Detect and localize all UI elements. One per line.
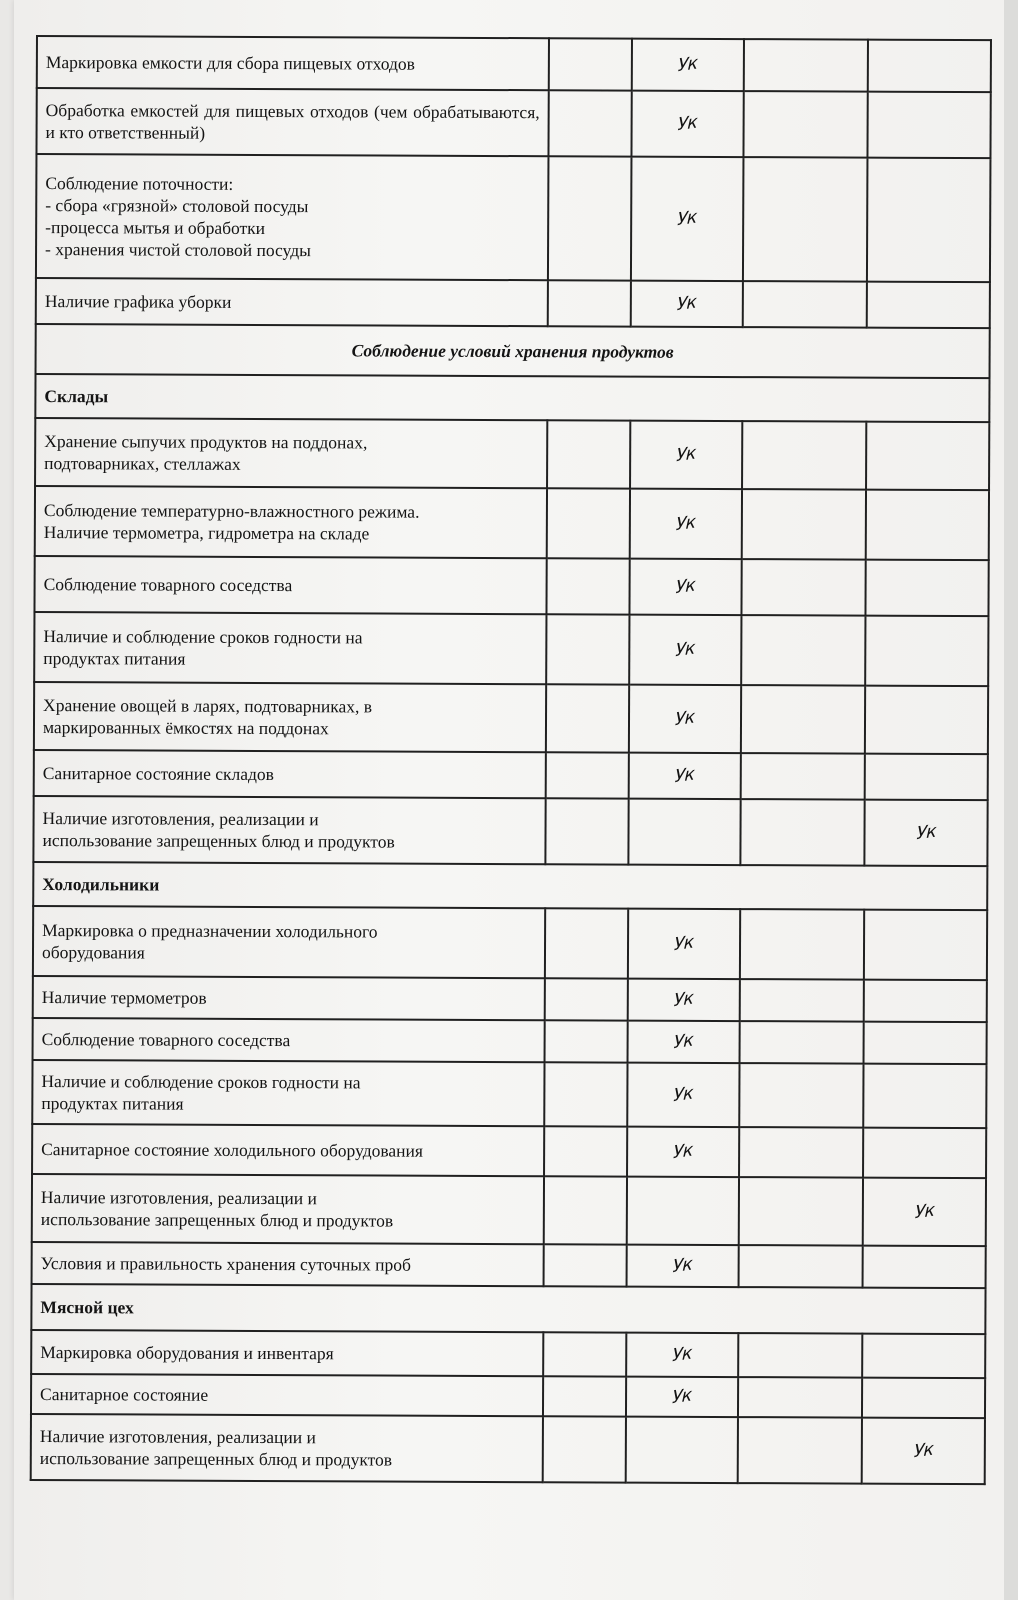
handwritten-mark: Ук bbox=[673, 1030, 694, 1054]
handwritten-mark: Ук bbox=[914, 1200, 935, 1224]
assessment-cell bbox=[738, 1333, 862, 1378]
assessment-cell bbox=[626, 1417, 738, 1483]
assessment-cell bbox=[743, 281, 867, 328]
assessment-cell bbox=[864, 1022, 987, 1065]
assessment-cell bbox=[740, 909, 864, 980]
assessment-cell bbox=[741, 685, 865, 754]
criterion-label: Условия и правильность хранения суточных проб bbox=[32, 1242, 544, 1286]
checklist-row bbox=[32, 1124, 986, 1178]
handwritten-mark: Ук bbox=[674, 764, 695, 788]
assessment-cell bbox=[865, 616, 988, 687]
assessment-cell bbox=[627, 1177, 739, 1245]
subsection-heading: Мясной цех bbox=[31, 1284, 985, 1334]
assessment-cell bbox=[741, 615, 865, 686]
assessment-cell bbox=[631, 91, 743, 157]
handwritten-mark: Ук bbox=[913, 1439, 934, 1463]
assessment-cell bbox=[740, 979, 864, 1022]
checklist-row bbox=[36, 154, 991, 282]
assessment-cell bbox=[862, 1418, 985, 1485]
subsection-heading: Склады bbox=[35, 374, 989, 422]
criterion-label: Маркировка емкости для сбора пищевых отходов bbox=[37, 36, 549, 90]
assessment-cell bbox=[740, 799, 864, 866]
assessment-cell bbox=[738, 1377, 862, 1418]
assessment-cell bbox=[862, 1334, 985, 1379]
criterion-label: Наличие изготовления, реализации и использование запрещенных блюд и продуктов bbox=[33, 796, 545, 864]
subsection-row bbox=[31, 1284, 985, 1334]
checklist-row bbox=[32, 1242, 986, 1288]
assessment-cell bbox=[863, 1178, 986, 1247]
assessment-cell bbox=[867, 282, 990, 329]
assessment-cell bbox=[549, 38, 632, 90]
handwritten-mark: Ук bbox=[916, 821, 936, 845]
handwritten-mark: Ук bbox=[673, 1083, 694, 1107]
handwritten-mark: Ук bbox=[674, 932, 694, 956]
handwritten-mark: Ук bbox=[672, 1343, 693, 1367]
assessment-cell bbox=[545, 798, 628, 864]
assessment-cell bbox=[739, 1063, 863, 1128]
checklist-row bbox=[36, 278, 990, 328]
assessment-cell bbox=[548, 280, 631, 326]
checklist-row bbox=[34, 612, 988, 686]
assessment-cell bbox=[865, 686, 988, 755]
assessment-cell bbox=[628, 979, 740, 1021]
criterion-label: Санитарное состояние bbox=[31, 1374, 543, 1416]
assessment-cell bbox=[544, 1062, 627, 1126]
checklist-row bbox=[32, 1174, 986, 1246]
assessment-cell bbox=[544, 1176, 627, 1244]
handwritten-mark: Ук bbox=[677, 53, 698, 77]
section-row bbox=[36, 324, 990, 378]
criterion-label: Хранение овощей в ларях, подтоварниках, в маркированных ёмкостях на поддонах bbox=[34, 682, 546, 752]
assessment-cell bbox=[866, 490, 989, 561]
assessment-cell bbox=[865, 754, 988, 801]
assessment-cell bbox=[631, 281, 743, 327]
criterion-label: Наличие и соблюдение сроков годности на продуктах питания bbox=[34, 612, 546, 684]
handwritten-mark: Ук bbox=[672, 1254, 693, 1278]
assessment-cell bbox=[545, 908, 628, 978]
assessment-cell bbox=[544, 1126, 627, 1176]
checklist-row bbox=[33, 906, 987, 980]
assessment-cell bbox=[627, 1127, 739, 1177]
assessment-cell bbox=[864, 910, 987, 981]
assessment-cell bbox=[863, 1064, 986, 1129]
assessment-cell bbox=[546, 684, 629, 752]
criterion-label: Соблюдение поточности: - сбора «грязной» столовой посуды -процесса мытья и обработки - хранения чистой столовой посуды bbox=[36, 154, 549, 280]
assessment-cell bbox=[743, 157, 868, 282]
assessment-cell bbox=[630, 421, 742, 489]
assessment-cell bbox=[862, 1378, 985, 1419]
assessment-cell bbox=[628, 799, 740, 865]
criterion-label: Обработка емкостей для пищевых отходов (чем обрабатываются, и кто ответственный) bbox=[36, 88, 548, 156]
assessment-cell bbox=[626, 1377, 738, 1417]
checklist-row bbox=[34, 750, 988, 800]
checklist-row bbox=[35, 486, 989, 560]
assessment-cell bbox=[630, 489, 742, 559]
assessment-cell bbox=[629, 753, 741, 799]
handwritten-mark: Ук bbox=[677, 112, 698, 136]
assessment-cell bbox=[741, 753, 865, 800]
checklist-row bbox=[32, 1060, 986, 1128]
criterion-label: Соблюдение товарного соседства bbox=[33, 1018, 545, 1062]
assessment-cell bbox=[547, 420, 630, 488]
assessment-cell bbox=[548, 156, 632, 280]
criterion-label: Наличие графика уборки bbox=[36, 278, 548, 326]
assessment-cell bbox=[867, 158, 991, 283]
assessment-cell bbox=[742, 421, 866, 490]
criterion-label: Наличие изготовления, реализации и использование запрещенных блюд и продуктов bbox=[31, 1414, 543, 1482]
criterion-label: Соблюдение температурно-влажностного режима. Наличие термометра, гидрометра на складе bbox=[35, 486, 547, 558]
handwritten-mark: Ук bbox=[675, 575, 696, 599]
checklist-row bbox=[34, 556, 988, 616]
assessment-cell bbox=[547, 488, 630, 558]
assessment-cell bbox=[739, 1127, 863, 1178]
assessment-cell bbox=[739, 1177, 863, 1246]
assessment-cell bbox=[543, 1416, 626, 1482]
assessment-cell bbox=[863, 1128, 986, 1179]
handwritten-mark: Ук bbox=[677, 207, 698, 231]
checklist-row bbox=[33, 796, 987, 866]
assessment-cell bbox=[629, 615, 741, 685]
assessment-cell bbox=[544, 1244, 627, 1286]
paper-edge bbox=[1004, 0, 1018, 1600]
assessment-cell bbox=[866, 422, 989, 491]
criterion-label: Санитарное состояние холодильного оборудования bbox=[32, 1124, 544, 1176]
assessment-cell bbox=[546, 558, 629, 614]
handwritten-mark: Ук bbox=[676, 292, 697, 316]
checklist-row bbox=[31, 1414, 985, 1484]
assessment-cell bbox=[629, 685, 741, 753]
assessment-cell bbox=[628, 1021, 740, 1063]
criterion-label: Наличие термометров bbox=[33, 976, 545, 1020]
criterion-label: Наличие и соблюдение сроков годности на продуктах питания bbox=[32, 1060, 544, 1126]
subsection-heading: Холодильники bbox=[33, 862, 987, 910]
assessment-cell bbox=[743, 91, 867, 158]
assessment-cell bbox=[744, 39, 868, 92]
checklist-row bbox=[34, 682, 988, 754]
assessment-cell bbox=[626, 1333, 738, 1377]
assessment-cell bbox=[628, 909, 740, 979]
assessment-cell bbox=[627, 1063, 739, 1127]
assessment-cell bbox=[863, 1246, 986, 1289]
section-heading: Соблюдение условий хранения продуктов bbox=[36, 324, 990, 378]
checklist-row bbox=[31, 1374, 985, 1418]
assessment-cell bbox=[738, 1417, 862, 1484]
handwritten-mark: Ук bbox=[673, 1140, 694, 1164]
assessment-cell bbox=[627, 1245, 739, 1287]
assessment-cell bbox=[543, 1332, 626, 1376]
assessment-cell bbox=[631, 157, 744, 281]
handwritten-mark: Ук bbox=[675, 512, 696, 536]
assessment-cell bbox=[864, 980, 987, 1023]
subsection-row bbox=[33, 862, 987, 910]
assessment-cell bbox=[548, 90, 631, 156]
assessment-cell bbox=[740, 1021, 864, 1064]
assessment-cell bbox=[739, 1245, 863, 1288]
handwritten-mark: Ук bbox=[675, 707, 695, 731]
assessment-cell bbox=[545, 1020, 628, 1062]
assessment-cell bbox=[546, 614, 629, 684]
assessment-cell bbox=[632, 39, 744, 91]
checklist-row bbox=[31, 1330, 985, 1378]
assessment-cell bbox=[864, 800, 987, 867]
criterion-label: Соблюдение товарного соседства bbox=[34, 556, 546, 614]
checklist-row bbox=[35, 418, 989, 490]
checklist-row bbox=[33, 976, 987, 1022]
assessment-cell bbox=[545, 978, 628, 1020]
inspection-checklist-table bbox=[30, 35, 992, 1485]
handwritten-mark: Ук bbox=[676, 443, 697, 467]
assessment-cell bbox=[867, 92, 990, 159]
criterion-label: Хранение сыпучих продуктов на поддонах, подтоварниках, стеллажах bbox=[35, 418, 547, 488]
assessment-cell bbox=[865, 560, 988, 617]
handwritten-mark: Ук bbox=[673, 988, 694, 1012]
checklist-row bbox=[37, 36, 991, 92]
handwritten-mark: Ук bbox=[675, 638, 696, 662]
criterion-label: Санитарное состояние складов bbox=[34, 750, 546, 798]
checklist-row bbox=[36, 88, 990, 158]
criterion-label: Маркировка оборудования и инвентаря bbox=[31, 1330, 543, 1376]
assessment-cell bbox=[742, 489, 866, 560]
criterion-label: Наличие изготовления, реализации и использование запрещенных блюд и продуктов bbox=[32, 1174, 544, 1244]
assessment-cell bbox=[546, 752, 629, 798]
assessment-cell bbox=[741, 559, 865, 616]
assessment-cell bbox=[868, 40, 991, 93]
criterion-label: Маркировка о предназначении холодильного оборудования bbox=[33, 906, 545, 978]
subsection-row bbox=[35, 374, 989, 422]
checklist-row bbox=[33, 1018, 987, 1064]
assessment-cell bbox=[629, 559, 741, 615]
assessment-cell bbox=[543, 1376, 626, 1416]
handwritten-mark: Ук bbox=[672, 1385, 692, 1409]
